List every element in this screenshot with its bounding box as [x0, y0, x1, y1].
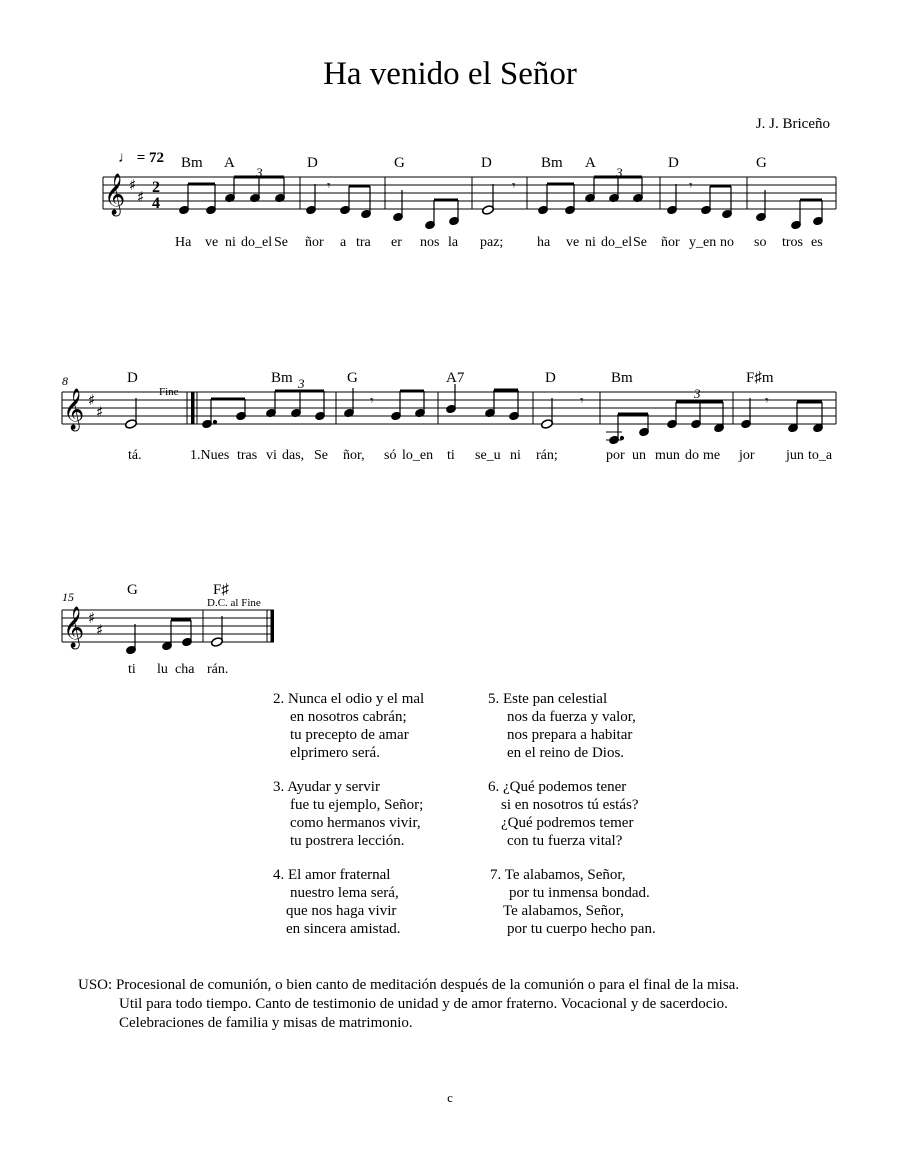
stanza-6 — [488, 778, 638, 850]
stanza-4 — [273, 866, 401, 938]
lyric-syllable: es — [811, 235, 823, 250]
lyric-syllable: ñor — [305, 235, 324, 250]
stanza-line: tu postrera lección. — [290, 833, 405, 849]
stanza-line: ¿Qué podemos tener — [503, 779, 627, 795]
eighth-rest-icon: 𝄾 — [765, 394, 769, 409]
eighth-rest-icon: 𝄾 — [580, 394, 584, 409]
measure-number: 15 — [62, 590, 74, 604]
stanza-3 — [273, 778, 423, 850]
lyric-syllable: ti — [128, 662, 136, 677]
lyric-syllable: ñor, — [343, 448, 365, 463]
lyric-syllable: ni — [225, 235, 236, 250]
eighth-rest-icon: 𝄾 — [327, 179, 331, 194]
chord: D — [127, 370, 138, 386]
lyric-syllable: er — [391, 235, 402, 250]
lyric-syllable: Se — [633, 235, 647, 250]
stanza-number: 2. — [273, 691, 285, 707]
stanza-line: fue tu ejemplo, Señor; — [290, 797, 424, 813]
fine-marking: Fine — [159, 386, 179, 398]
lyric-syllable: ni — [510, 448, 521, 463]
eighth-rest-icon: 𝄾 — [512, 179, 516, 194]
stanza-line: en nosotros cabrán; — [290, 709, 407, 725]
key-signature-sharp-icon: ♯ — [96, 621, 104, 639]
lyric-syllable: tra — [356, 235, 371, 250]
lyric-syllable: do_el — [241, 235, 273, 250]
stanza-line: por tu inmensa bondad. — [509, 885, 650, 901]
lyric-syllable: 1.Nues — [190, 448, 230, 463]
lyric-syllable: me — [703, 448, 721, 463]
lyric-syllable: la — [448, 235, 459, 250]
triplet-mark: 3 — [694, 386, 701, 401]
chord: G — [394, 155, 405, 171]
time-signature-top: 2 — [152, 179, 160, 196]
stanza-7 — [490, 866, 656, 938]
usage-notes — [78, 976, 868, 1033]
chord: G — [347, 370, 358, 386]
usage-label: USO: — [78, 977, 113, 993]
stanza-line: Nunca el odio y el mal — [288, 691, 425, 707]
lyric-syllable: un — [632, 448, 646, 463]
chord: Bm — [271, 370, 293, 386]
notes-system-3 — [126, 616, 224, 655]
stanza-line: Ayudar y servir — [287, 779, 380, 795]
stanza-line: Te alabamos, Señor, — [504, 867, 626, 883]
chord: D — [668, 155, 679, 171]
lyric-syllable: rán. — [207, 662, 229, 677]
stanza-line: ¿Qué podremos temer — [501, 815, 634, 831]
treble-clef-icon: 𝄞 — [63, 607, 85, 648]
key-signature-sharp-icon: ♯ — [129, 176, 137, 194]
stanza-line: nos prepara a habitar — [507, 727, 633, 743]
stanza-line: El amor fraternal — [288, 867, 391, 883]
lyric-syllable: y_en — [689, 235, 717, 250]
stanza-line: en el reino de Dios. — [507, 745, 625, 761]
lyric-syllable: ñor — [661, 235, 680, 250]
lyric-syllable: ve — [205, 235, 219, 250]
chord: A — [224, 155, 235, 171]
stanza-2 — [273, 690, 424, 762]
lyric-syllable: lu — [157, 662, 168, 677]
chord: A7 — [446, 370, 465, 386]
lyric-syllable: só — [384, 448, 397, 463]
stanza-line: nuestro lema será, — [290, 885, 399, 901]
stanza-line: tu precepto de amar — [290, 727, 409, 743]
lyric-syllable: do_el — [601, 235, 633, 250]
lyric-syllable: tras — [237, 448, 258, 463]
lyric-syllable: tá. — [128, 448, 142, 463]
treble-clef-icon: 𝄞 — [63, 389, 85, 430]
lyric-syllable: tros — [782, 235, 803, 250]
chord: F♯ — [213, 582, 229, 598]
stanza-number: 4. — [273, 867, 285, 883]
stanza-number: 7. — [490, 867, 502, 883]
lyric-syllable: cha — [175, 662, 195, 677]
lyric-syllable: ti — [447, 448, 455, 463]
quarter-note-icon: ♩ — [118, 150, 133, 166]
stanza-line: si en nosotros tú estás? — [501, 797, 639, 813]
composer: J. J. Briceño — [755, 116, 830, 132]
time-signature-bottom: 4 — [152, 195, 160, 212]
triplet-mark: 3 — [256, 165, 263, 180]
key-signature-sharp-icon: ♯ — [137, 188, 145, 206]
lyric-syllable: ve — [566, 235, 580, 250]
stanza-line: por tu cuerpo hecho pan. — [507, 921, 656, 937]
key-signature-sharp-icon: ♯ — [88, 391, 96, 409]
chord: A — [585, 155, 596, 171]
chord: G — [756, 155, 767, 171]
lyric-syllable: jun — [786, 448, 804, 463]
stanza-line: como hermanos vivir, — [290, 815, 421, 831]
lyric-syllable: rán; — [536, 448, 558, 463]
song-title: Ha venido el Señor — [323, 56, 577, 92]
lyric-syllable: nos — [420, 235, 440, 250]
lyric-syllable: ni — [585, 235, 596, 250]
stanza-line: en sincera amistad. — [286, 921, 401, 937]
lyric-syllable: vi — [266, 448, 277, 463]
stanza-line: nos da fuerza y valor, — [507, 709, 636, 725]
treble-clef-icon: 𝄞 — [104, 174, 126, 215]
lyric-syllable: to_a — [808, 448, 833, 463]
page-footer: c — [447, 1090, 453, 1105]
chord: D — [307, 155, 318, 171]
chord: Bm — [541, 155, 563, 171]
chord: G — [127, 582, 138, 598]
stanza-number: 6. — [488, 779, 500, 795]
stanza-number: 3. — [273, 779, 285, 795]
lyric-syllable: paz; — [480, 235, 504, 250]
eighth-rest-icon: 𝄾 — [689, 179, 693, 194]
lyric-syllable: se_u — [475, 448, 501, 463]
key-signature-sharp-icon: ♯ — [88, 609, 96, 627]
stanza-line: Este pan celestial — [503, 691, 608, 707]
lyric-syllable: lo_en — [402, 448, 434, 463]
usage-line: Procesional de comunión, o bien canto de meditación después de la comunión o para el final de la misa. — [115, 977, 740, 993]
stanza-line: elprimero será. — [290, 745, 380, 761]
chord: Bm — [181, 155, 203, 171]
stanza-line: Te alabamos, Señor, — [503, 903, 624, 919]
chord: Bm — [611, 370, 633, 386]
lyric-syllable: das, — [282, 448, 305, 463]
usage-line: Util para todo tiempo. Canto de testimonio de unidad y de amor fraterno. Vocacional y de sacerdocio. — [119, 996, 728, 1012]
measure-number: 8 — [62, 374, 68, 388]
tempo-value: = 72 — [136, 150, 165, 166]
dc-al-fine-marking: D.C. al Fine — [207, 597, 261, 609]
lyric-syllable: jor — [739, 448, 755, 463]
lyric-syllable: Se — [274, 235, 288, 250]
triplet-mark: 3 — [298, 376, 305, 391]
lyric-syllable: Ha — [175, 235, 192, 250]
lyric-syllable: no — [720, 235, 734, 250]
lyric-syllable: Se — [314, 448, 328, 463]
lyric-syllable: so — [754, 235, 767, 250]
key-signature-sharp-icon: ♯ — [96, 403, 104, 421]
eighth-rest-icon: 𝄾 — [370, 394, 374, 409]
stanza-5 — [488, 690, 636, 762]
lyric-syllable: mun — [655, 448, 680, 463]
chord: D — [545, 370, 556, 386]
lyric-syllable: a — [340, 235, 347, 250]
usage-line: Celebraciones de familia y misas de matrimonio. — [119, 1015, 413, 1031]
stanza-line: con tu fuerza vital? — [507, 833, 623, 849]
stanza-line: que nos haga vivir — [286, 903, 397, 919]
triplet-mark: 3 — [616, 165, 623, 180]
stanza-number: 5. — [488, 691, 500, 707]
lyric-syllable: por — [606, 448, 625, 463]
chord: F♯m — [746, 370, 774, 386]
chord: D — [481, 155, 492, 171]
lyric-syllable: do — [685, 448, 699, 463]
lyric-syllable: ha — [537, 235, 551, 250]
